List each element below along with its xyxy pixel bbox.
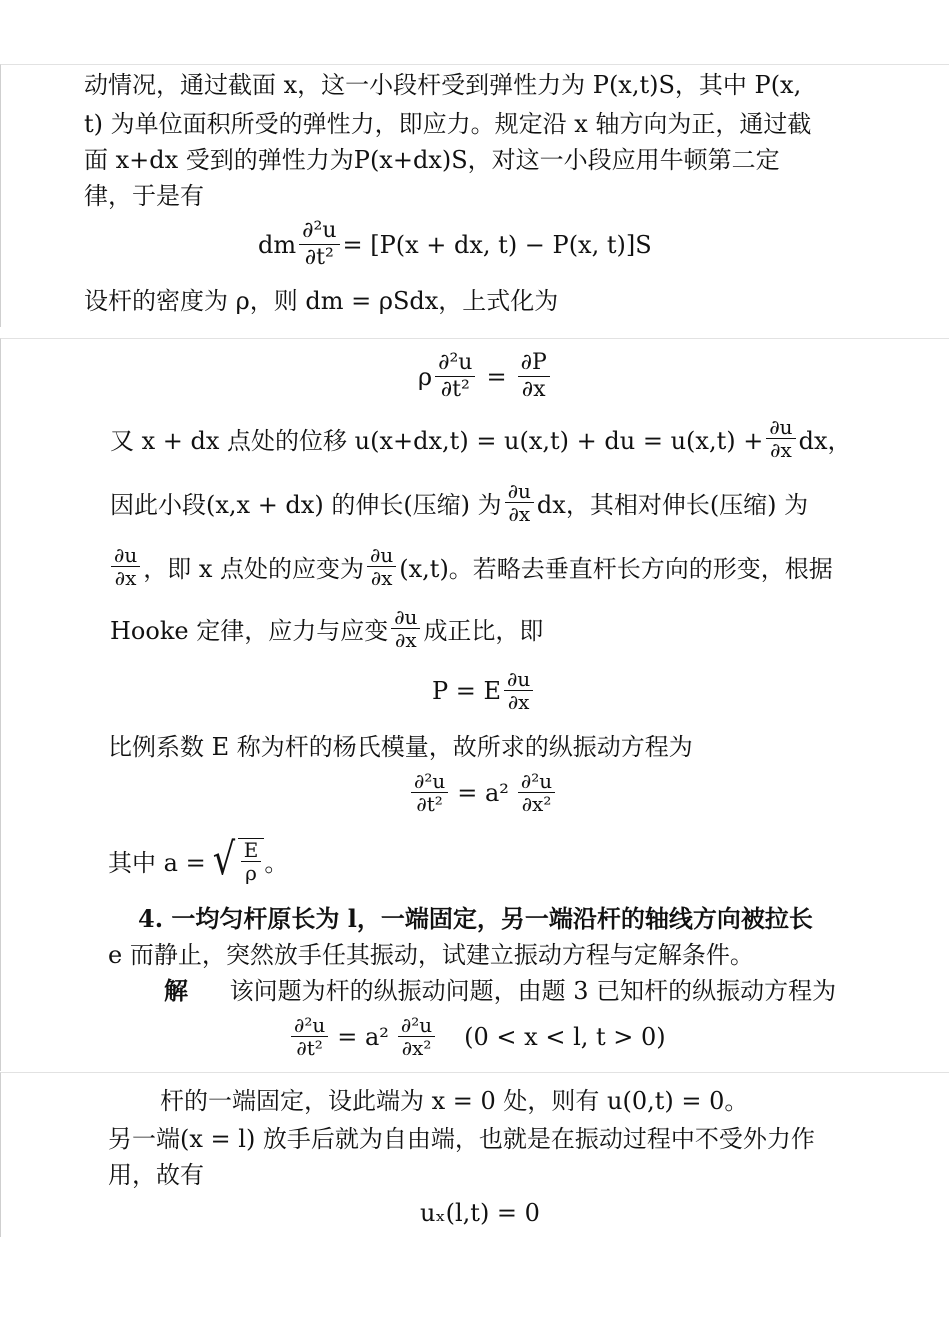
equation-hooke bbox=[432, 668, 536, 713]
text-span: Hooke 定律，应力与应变 bbox=[110, 617, 389, 645]
text-line bbox=[164, 976, 836, 1006]
numerator: ∂u bbox=[111, 544, 140, 567]
sqrt bbox=[210, 832, 265, 888]
equation-wave-domain bbox=[288, 1014, 666, 1059]
text-span: 成正比，即 bbox=[423, 617, 544, 645]
text-span: 因此小段(x,x + dx) 的伸长(压缩) 为 bbox=[110, 491, 502, 519]
eq-text: P = E bbox=[432, 676, 502, 705]
numerator: ∂²u bbox=[398, 1014, 435, 1037]
text-span: 又 x + dx 点处的位移 u(x+dx,t) = u(x,t) + du = u(x,t) + bbox=[110, 427, 764, 455]
text-span: (x,t)。若略去垂直杆长方向的形变，根据 bbox=[399, 555, 833, 583]
fraction bbox=[299, 218, 339, 271]
denominator: ∂x bbox=[507, 690, 530, 714]
text-span: 该问题为杆的纵振动问题，由题 3 已知杆的纵振动方程为 bbox=[229, 977, 837, 1005]
text-span: dx，其相对伸长(压缩) 为 bbox=[536, 491, 809, 519]
fraction bbox=[391, 606, 420, 651]
equation-newton bbox=[258, 218, 652, 271]
text-line bbox=[110, 480, 808, 525]
equation-boundary: uₓ(l,t) = 0 bbox=[420, 1199, 540, 1227]
fraction bbox=[241, 839, 262, 884]
denominator: ∂t² bbox=[440, 377, 470, 402]
text-line: t) 为单位面积所受的弹性力，即应力。规定沿 x 轴方向为正，通过截 bbox=[84, 110, 812, 138]
eq-text: = a² bbox=[457, 778, 509, 807]
denominator: ∂x bbox=[114, 566, 137, 590]
equation-density bbox=[418, 350, 553, 403]
text-line: 设杆的密度为 ρ，则 dm = ρSdx，上式化为 bbox=[84, 287, 559, 315]
fraction bbox=[504, 668, 533, 713]
text-line: 杆的一端固定，设此端为 x = 0 处，则有 u(0,t) = 0。 bbox=[160, 1087, 749, 1115]
text-line: 面 x+dx 受到的弹性力为P(x+dx)S，对这一小段应用牛顿第二定 bbox=[84, 146, 780, 174]
numerator: ∂²u bbox=[291, 1014, 328, 1037]
text-span: dx， bbox=[798, 427, 852, 455]
fraction bbox=[766, 416, 795, 461]
denominator: ∂x bbox=[521, 377, 546, 402]
text-line: 比例系数 E 称为杆的杨氏模量，故所求的纵振动方程为 bbox=[108, 733, 693, 761]
numerator: ∂u bbox=[367, 544, 396, 567]
text-line bbox=[108, 832, 288, 888]
text-line: 另一端(x = l) 放手后就为自由端，也就是在振动过程中不受外力作 bbox=[108, 1125, 815, 1153]
radical-sign: √ bbox=[212, 834, 235, 885]
denominator: ∂t² bbox=[296, 1036, 323, 1060]
numerator: ∂u bbox=[766, 416, 795, 439]
denominator: ρ bbox=[245, 861, 257, 885]
denominator: ∂x bbox=[370, 566, 393, 590]
fraction bbox=[367, 544, 396, 589]
denominator: ∂x² bbox=[401, 1036, 432, 1060]
text-span: 。 bbox=[264, 848, 289, 877]
fraction bbox=[435, 350, 475, 403]
numerator: ∂u bbox=[505, 480, 534, 503]
text-line bbox=[108, 544, 833, 589]
sqrt-body bbox=[238, 838, 265, 888]
numerator: ∂u bbox=[504, 668, 533, 691]
denominator: ∂x bbox=[508, 502, 531, 526]
denominator: ∂x² bbox=[521, 792, 552, 816]
numerator: ∂²u bbox=[299, 218, 339, 245]
text-span: ，即 x 点处的应变为 bbox=[143, 555, 365, 583]
eq-text: = [P(x + dx, t) − P(x, t)]S bbox=[342, 230, 652, 259]
eq-text: ρ bbox=[418, 362, 433, 391]
eq-text: dm bbox=[258, 230, 297, 259]
fraction bbox=[411, 770, 448, 815]
numerator: ∂P bbox=[518, 350, 550, 377]
numerator: ∂²u bbox=[435, 350, 475, 377]
numerator: ∂²u bbox=[411, 770, 448, 793]
denominator: ∂x bbox=[770, 438, 792, 462]
text-line bbox=[110, 606, 543, 651]
solution-label: 解 bbox=[164, 976, 188, 1005]
fraction bbox=[111, 544, 140, 589]
text-line: 4. 一均匀杆原长为 l，一端固定，另一端沿杆的轴线方向被拉长 bbox=[138, 904, 813, 933]
text-line: 律，于是有 bbox=[84, 182, 204, 210]
equation-wave bbox=[408, 770, 558, 815]
denominator: ∂x bbox=[395, 628, 417, 652]
fraction bbox=[518, 770, 555, 815]
text-line: 用，故有 bbox=[108, 1161, 204, 1189]
eq-text: = a² bbox=[337, 1022, 389, 1051]
numerator: ∂²u bbox=[518, 770, 555, 793]
fraction bbox=[291, 1014, 328, 1059]
numerator: E bbox=[241, 839, 262, 862]
fraction bbox=[518, 350, 550, 403]
numerator: ∂u bbox=[391, 606, 420, 629]
eq-text: = bbox=[486, 362, 507, 391]
text-line: 动情况，通过截面 x，这一小段杆受到弹性力为 P(x,t)S，其中 P(x, bbox=[84, 71, 802, 99]
text-span: 其中 a = bbox=[108, 848, 206, 877]
fraction bbox=[398, 1014, 435, 1059]
text-line: e 而静止，突然放手任其振动，试建立振动方程与定解条件。 bbox=[108, 941, 754, 969]
fraction bbox=[505, 480, 534, 525]
eq-text: (0 < x < l, t > 0) bbox=[464, 1022, 666, 1051]
text-line bbox=[110, 416, 851, 461]
denominator: ∂t² bbox=[416, 792, 443, 816]
denominator: ∂t² bbox=[304, 245, 334, 270]
